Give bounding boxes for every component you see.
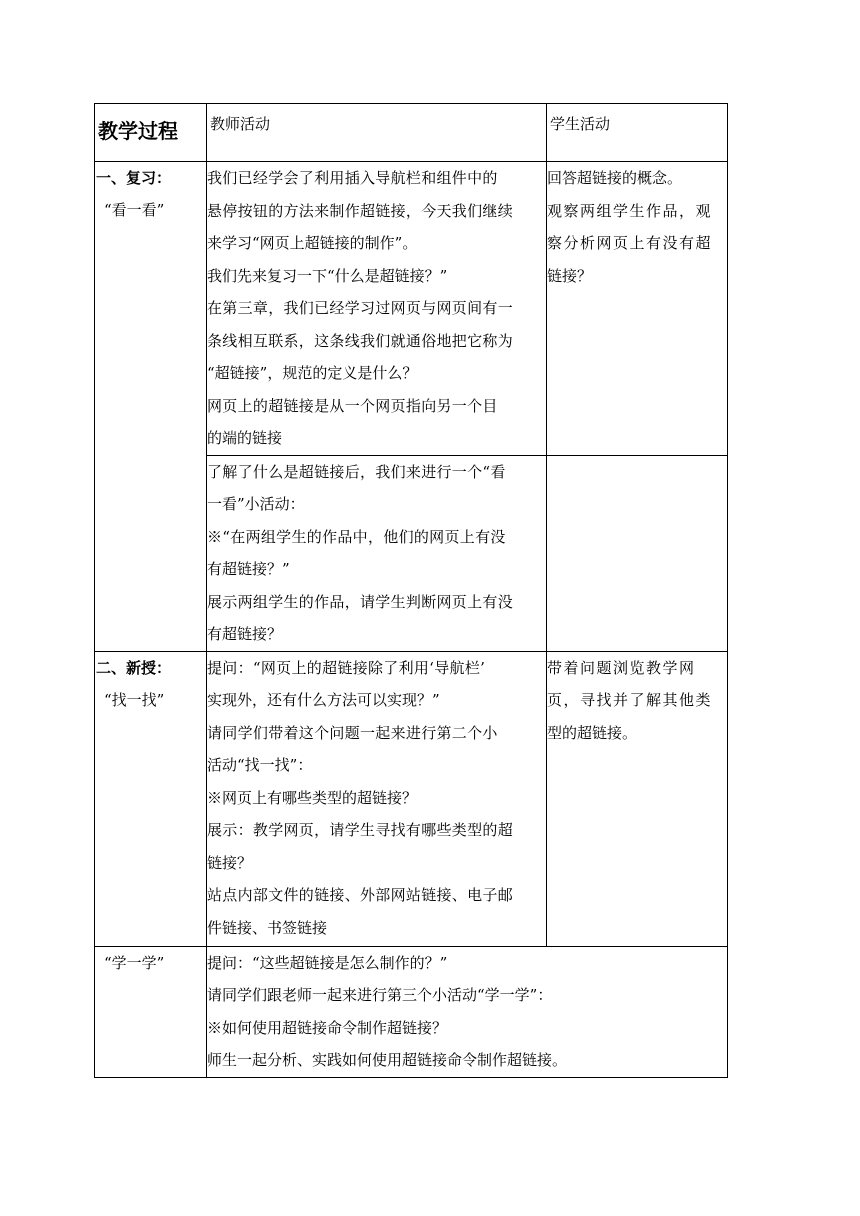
student-activity-cell: [547, 651, 728, 946]
text-line: 提问：“这些超链接是怎么制作的？”: [207, 953, 448, 972]
process-subtitle: “找一找”: [104, 690, 165, 709]
text-line: 在第三章，我们已经学习过网页与网页间有一: [207, 299, 514, 317]
text-line: ※如何使用超链接命令制作超链接？: [207, 1018, 448, 1037]
text-line: 了解了什么是超链接后，我们来进行一个“看: [207, 462, 506, 481]
text-line: 请同学们跟老师一起来进行第三个小活动“学一学”：: [207, 986, 553, 1004]
process-cell-review: [95, 162, 207, 652]
lesson-plan-table: [94, 103, 728, 1078]
text-line: 活动“找一找”：: [207, 756, 313, 774]
text-line: 悬停按钮的方法来制作超链接，今天我们继续: [207, 201, 514, 220]
text-line: ※网页上有哪些类型的超链接？: [207, 788, 418, 807]
text-line: 链接？: [207, 853, 253, 872]
text-line: 实现外，还有什么方法可以实现？”: [207, 691, 440, 709]
header-student: 学生活动: [547, 104, 728, 162]
header-row: [95, 104, 728, 162]
table-row: [95, 651, 728, 946]
teacher-activity-cell: [207, 651, 547, 946]
table-row: [95, 946, 728, 1077]
text-line: 型的超链接。: [547, 723, 638, 742]
text-line: 的端的链接: [207, 429, 283, 447]
text-line: 展示：教学网页，请学生寻找有哪些类型的超: [207, 821, 514, 839]
text-line: 页，寻找并了解其他类: [547, 691, 713, 709]
text-line: 网页上的超链接是从一个网页指向另一个目: [207, 396, 498, 415]
process-cell-learn: [95, 946, 207, 1077]
text-line: 条线相互联系，这条线我们就通俗地把它称为: [207, 331, 514, 350]
text-line: 有超链接？”: [207, 560, 290, 578]
text-line: 有超链接？: [207, 625, 283, 643]
text-line: 请同学们带着这个问题一起来进行第二个小: [207, 723, 498, 742]
table-row: [95, 162, 728, 456]
text-line: 一看”小活动：: [207, 495, 305, 513]
text-line: 观察两组学生作品，观: [547, 201, 713, 220]
process-subtitle: “学一学”: [104, 953, 165, 972]
teacher-activity-cell: [207, 946, 728, 1077]
text-line: “超链接”，规范的定义是什么？: [207, 364, 418, 382]
text-line: 站点内部文件的链接、外部网站链接、电子邮: [207, 886, 514, 904]
process-subtitle: “看一看”: [104, 201, 165, 219]
text-line: 回答超链接的概念。: [547, 169, 683, 187]
text-line: 链接？: [547, 266, 593, 285]
process-title: 二、新授：: [96, 658, 172, 677]
process-title: 一、复习：: [96, 169, 172, 187]
text-line: 提问：“网页上的超链接除了利用‘导航栏’: [207, 658, 486, 677]
header-teacher: 教师活动: [207, 104, 547, 162]
process-cell-new: [95, 651, 207, 946]
text-line: 师生一起分析、实践如何使用超链接命令制作超链接。: [207, 1051, 568, 1069]
text-line: 来学习“网页上超链接的制作”。: [207, 234, 418, 252]
text-line: 展示两组学生的作品，请学生判断网页上有没: [207, 592, 514, 611]
student-activity-cell: [547, 455, 728, 651]
text-line: 察分析网页上有没有超: [547, 234, 713, 252]
text-line: 我们先来复习一下“什么是超链接？”: [207, 266, 448, 285]
text-line: 带着问题浏览教学网: [547, 658, 696, 677]
text-line: 我们已经学会了利用插入导航栏和组件中的: [207, 169, 498, 187]
text-line: 件链接、书签链接: [207, 918, 328, 937]
text-line: ※“在两组学生的作品中，他们的网页上有没: [207, 527, 506, 546]
student-activity-cell: [547, 162, 728, 456]
teacher-activity-cell: [207, 162, 547, 456]
teacher-activity-cell: [207, 455, 547, 651]
header-process: 教学过程: [95, 104, 207, 162]
